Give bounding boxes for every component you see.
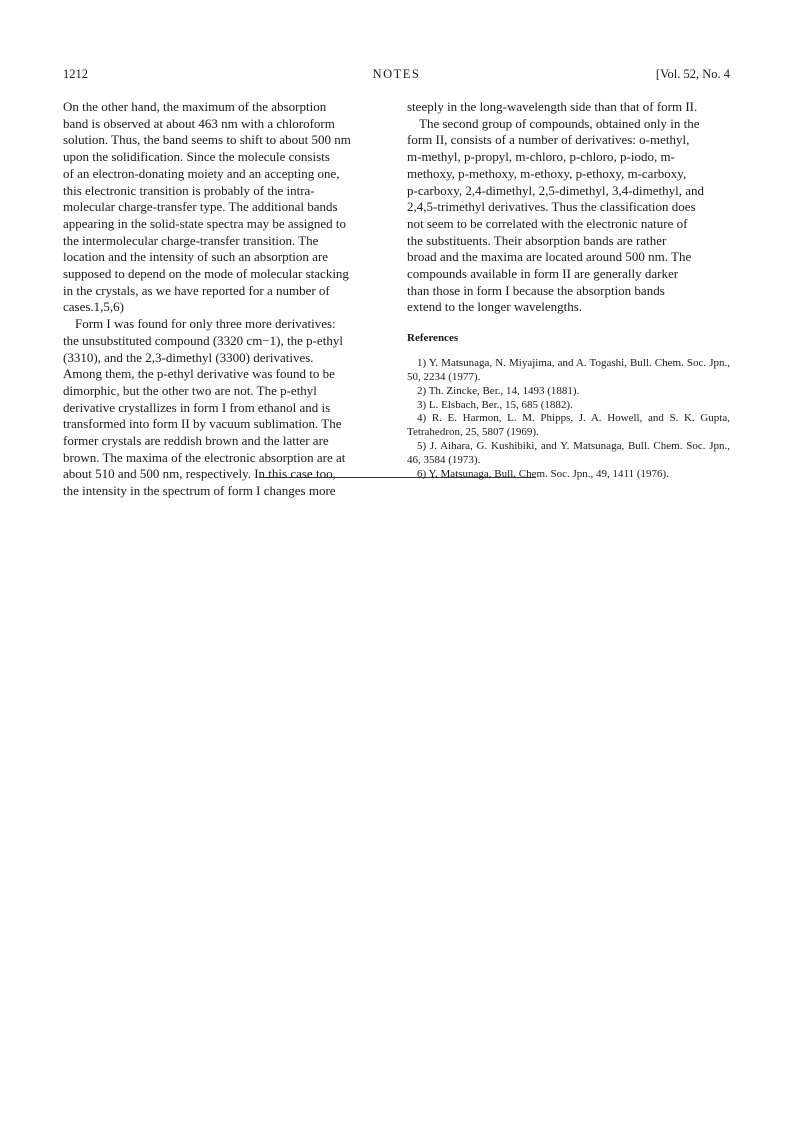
reference-item: 1) Y. Matsunaga, N. Miyajima, and A. Togashi, Bull. Chem. Soc. Jpn., 50, 2234 (1977).: [407, 356, 730, 383]
text-line: transformed into form II by vacuum sublimation. The: [63, 416, 342, 432]
text-line: the intensity in the spectrum of form I changes more: [63, 483, 336, 499]
text-line: dimorphic, but the other two are not. The p-ethyl: [63, 382, 317, 398]
paragraph-form-ii: [407, 116, 730, 316]
paragraph-absorption: [63, 99, 386, 316]
reference-item: 2) Th. Zincke, Ber., 14, 1493 (1881).: [417, 384, 580, 397]
volume-info: [Vol. 52, No. 4: [655, 67, 730, 81]
text-line: derivative crystallizes in form I from ethanol and is: [63, 399, 331, 415]
text-line: cases.1,5,6): [63, 299, 125, 315]
paragraph-form-i: [63, 316, 386, 500]
references-heading: References: [407, 332, 459, 345]
text-line: than those in form I because the absorption bands: [407, 282, 665, 298]
section-title: NOTES: [372, 67, 421, 81]
reference-item: 5) J. Aihara, G. Kushibiki, and Y. Matsunaga, Bull. Chem. Soc. Jpn., 46, 3584 (1973).: [407, 440, 730, 467]
text-line: in the crystals, as we have reported for a number of: [63, 282, 330, 298]
text-line: the substituents. Their absorption bands are rather: [407, 232, 667, 248]
text-line: the unsubstituted compound (3320 cm−1), the p-ethyl: [63, 332, 343, 348]
text-line: Form I was found for only three more derivatives:: [75, 316, 336, 332]
text-line: band is observed at about 463 nm with a chloroform: [63, 115, 335, 131]
text-line: methoxy, p-methoxy, m-ethoxy, p-ethoxy, m-carboxy,: [407, 165, 687, 181]
text-line: p-carboxy, 2,4-dimethyl, 2,5-dimethyl, 3,4-dimethyl, and: [407, 182, 705, 198]
text-line: upon the solidification. Since the molecule consists: [63, 149, 330, 165]
text-line: molecular charge-transfer type. The additional bands: [63, 199, 338, 215]
text-line: location and the intensity of such an absorption are: [63, 249, 328, 265]
left-column: [63, 99, 386, 500]
text-line: former crystals are reddish brown and the latter are: [63, 433, 329, 449]
text-line: appearing in the solid-state spectra may be assigned to: [63, 215, 347, 231]
reference-item: 3) L. Elsbach, Ber., 15, 685 (1882).: [417, 398, 573, 411]
text-line: about 510 and 500 nm, respectively. In this case too,: [63, 466, 336, 482]
text-line: not seem to be correlated with the electronic nature of: [407, 215, 688, 231]
text-line: broad and the maxima are located around 500 nm. The: [407, 249, 692, 265]
text-line: this electronic transition is probably of the intra-: [63, 182, 315, 198]
reference-item: 4) R. E. Harmon, L. M. Phipps, J. A. Howell, and S. K. Gupta, Tetrahedron, 25, 5807 (1969).: [407, 412, 730, 439]
text-line: form II, consists of a number of derivatives: o-methyl,: [407, 132, 690, 148]
text-line: compounds available in form II are generally darker: [407, 266, 679, 282]
section-divider: [259, 477, 536, 478]
right-column: [407, 99, 730, 482]
text-line: supposed to depend on the mode of molecular stacking: [63, 266, 349, 282]
text-line: extend to the longer wavelengths.: [407, 299, 583, 315]
text-line: Among them, the p-ethyl derivative was found to be: [63, 366, 335, 382]
text-line: of an electron-donating moiety and an accepting one,: [63, 165, 340, 181]
reference-item: 6) Y. Matsunaga, Bull. Chem. Soc. Jpn., 49, 1411 (1976).: [417, 468, 669, 481]
running-header: [63, 67, 730, 85]
page-number: 1212: [63, 67, 88, 81]
text-line: The second group of compounds, obtained only in the: [419, 115, 700, 131]
paragraph-continuation: [407, 99, 730, 116]
text-line: solution. Thus, the band seems to shift to about 500 nm: [63, 132, 351, 148]
text-line: steeply in the long-wavelength side than that of form II.: [407, 99, 698, 114]
text-line: the intermolecular charge-transfer transition. The: [63, 232, 319, 248]
text-line: 2,4,5-trimethyl derivatives. Thus the classification does: [407, 199, 696, 215]
text-line: m-methyl, p-propyl, m-chloro, p-chloro, p-iodo, m-: [407, 149, 675, 165]
text-line: (3310), and the 2,3-dimethyl (3300) derivatives.: [63, 349, 314, 365]
text-line: On the other hand, the maximum of the absorption: [63, 99, 327, 114]
text-line: brown. The maxima of the electronic absorption are at: [63, 449, 346, 465]
